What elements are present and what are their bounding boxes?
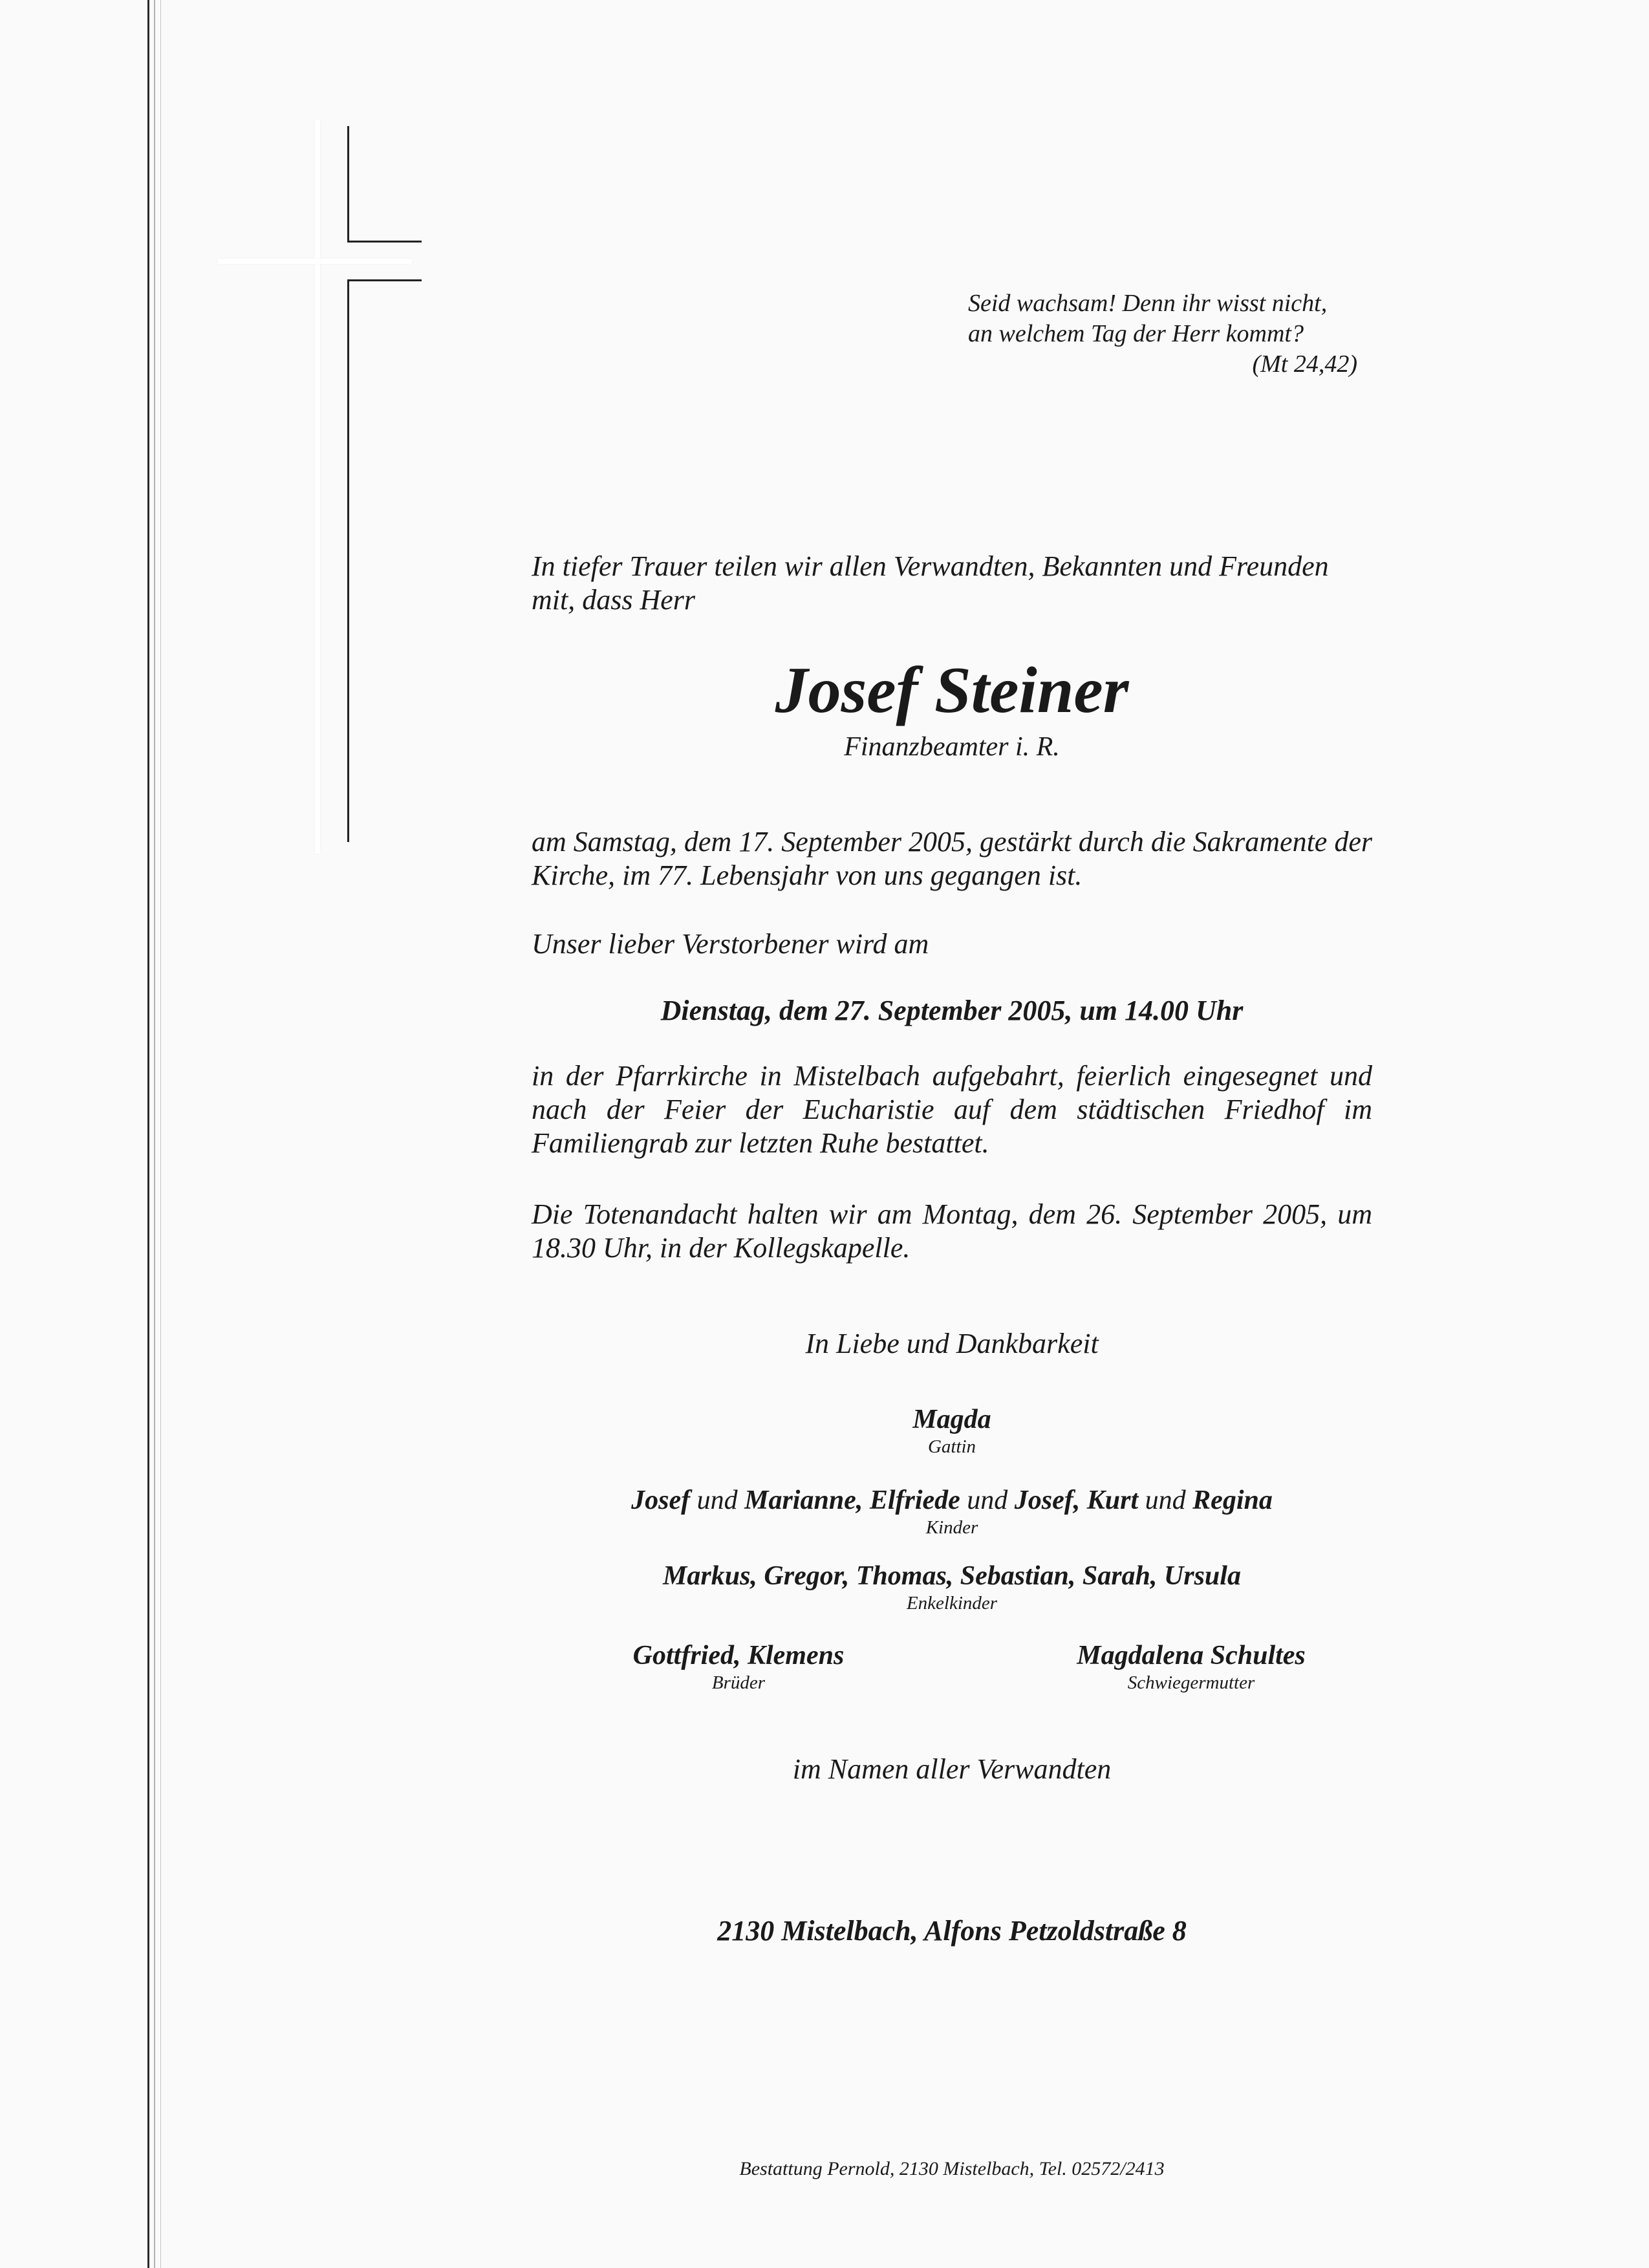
deceased-name: Josef Steiner: [775, 654, 1129, 727]
mourner-names: Josef und Marianne, Elfriede und Josef, Kurt und Regina: [631, 1485, 1273, 1515]
mourner-brothers: [557, 1639, 920, 1694]
mourner-children: [532, 1484, 1372, 1539]
mourner-names: Magda: [912, 1405, 991, 1434]
mourner-mother-in-law: [1010, 1639, 1372, 1694]
mourner-relation: Enkelkinder: [906, 1593, 998, 1614]
funeral-date: Dienstag, dem 27. September 2005, um 14.00 Uhr: [660, 995, 1244, 1026]
cross-icon: [0, 0, 453, 873]
deceased-title: Finanzbeamter i. R.: [844, 732, 1060, 762]
undertaker-footer: Bestattung Pernold, 2130 Mistelbach, Tel. 02572/2413: [739, 2158, 1165, 2179]
mourner-grandchildren: [532, 1560, 1372, 1614]
vigil-text: Die Totenandacht halten wir am Montag, dem 26. September 2005, um 18.30 Uhr, in der Kollegskapelle.: [532, 1198, 1372, 1264]
closing-line: In Liebe und Dankbarkeit: [805, 1328, 1099, 1359]
intro-text: In tiefer Trauer teilen wir allen Verwandten, Bekannten und Freunden mit, dass Herr: [532, 550, 1329, 616]
bible-verse: [968, 288, 1363, 380]
mourner-relation: Gattin: [927, 1436, 976, 1457]
mourner-names: Magdalena Schultes: [1077, 1641, 1306, 1670]
mourner-names: Gottfried, Klemens: [632, 1641, 845, 1670]
mourner-relation: Brüder: [711, 1672, 766, 1693]
mourner-wife: [532, 1403, 1372, 1458]
family-address: 2130 Mistelbach, Alfons Petzoldstraße 8: [717, 1915, 1187, 1947]
death-notice: am Samstag, dem 17. September 2005, gestärkt durch die Sakramente der Kirche, im 77. Lebensjahr von uns gegangen ist.: [532, 826, 1372, 891]
verse-line: Seid wachsam! Denn ihr wisst nicht,: [968, 290, 1328, 317]
mourner-names: Markus, Gregor, Thomas, Sebastian, Sarah, Ursula: [663, 1561, 1241, 1591]
funeral-lead: Unser lieber Verstorbener wird am: [532, 928, 929, 960]
mourner-relation: Schwiegermutter: [1127, 1672, 1255, 1693]
mourner-relation: Kinder: [925, 1517, 978, 1538]
ceremony-text: in der Pfarrkirche in Mistelbach aufgebahrt, feierlich eingesegnet und nach der Feier der Eucharistie auf dem städtischen Friedhof im Familiengrab zur letzten Ruhe bestattet.: [532, 1060, 1372, 1159]
verse-line: an welchem Tag der Herr kommt?: [968, 320, 1304, 347]
on-behalf-line: im Namen aller Verwandten: [792, 1753, 1112, 1785]
verse-reference: (Mt 24,42): [1252, 351, 1357, 378]
